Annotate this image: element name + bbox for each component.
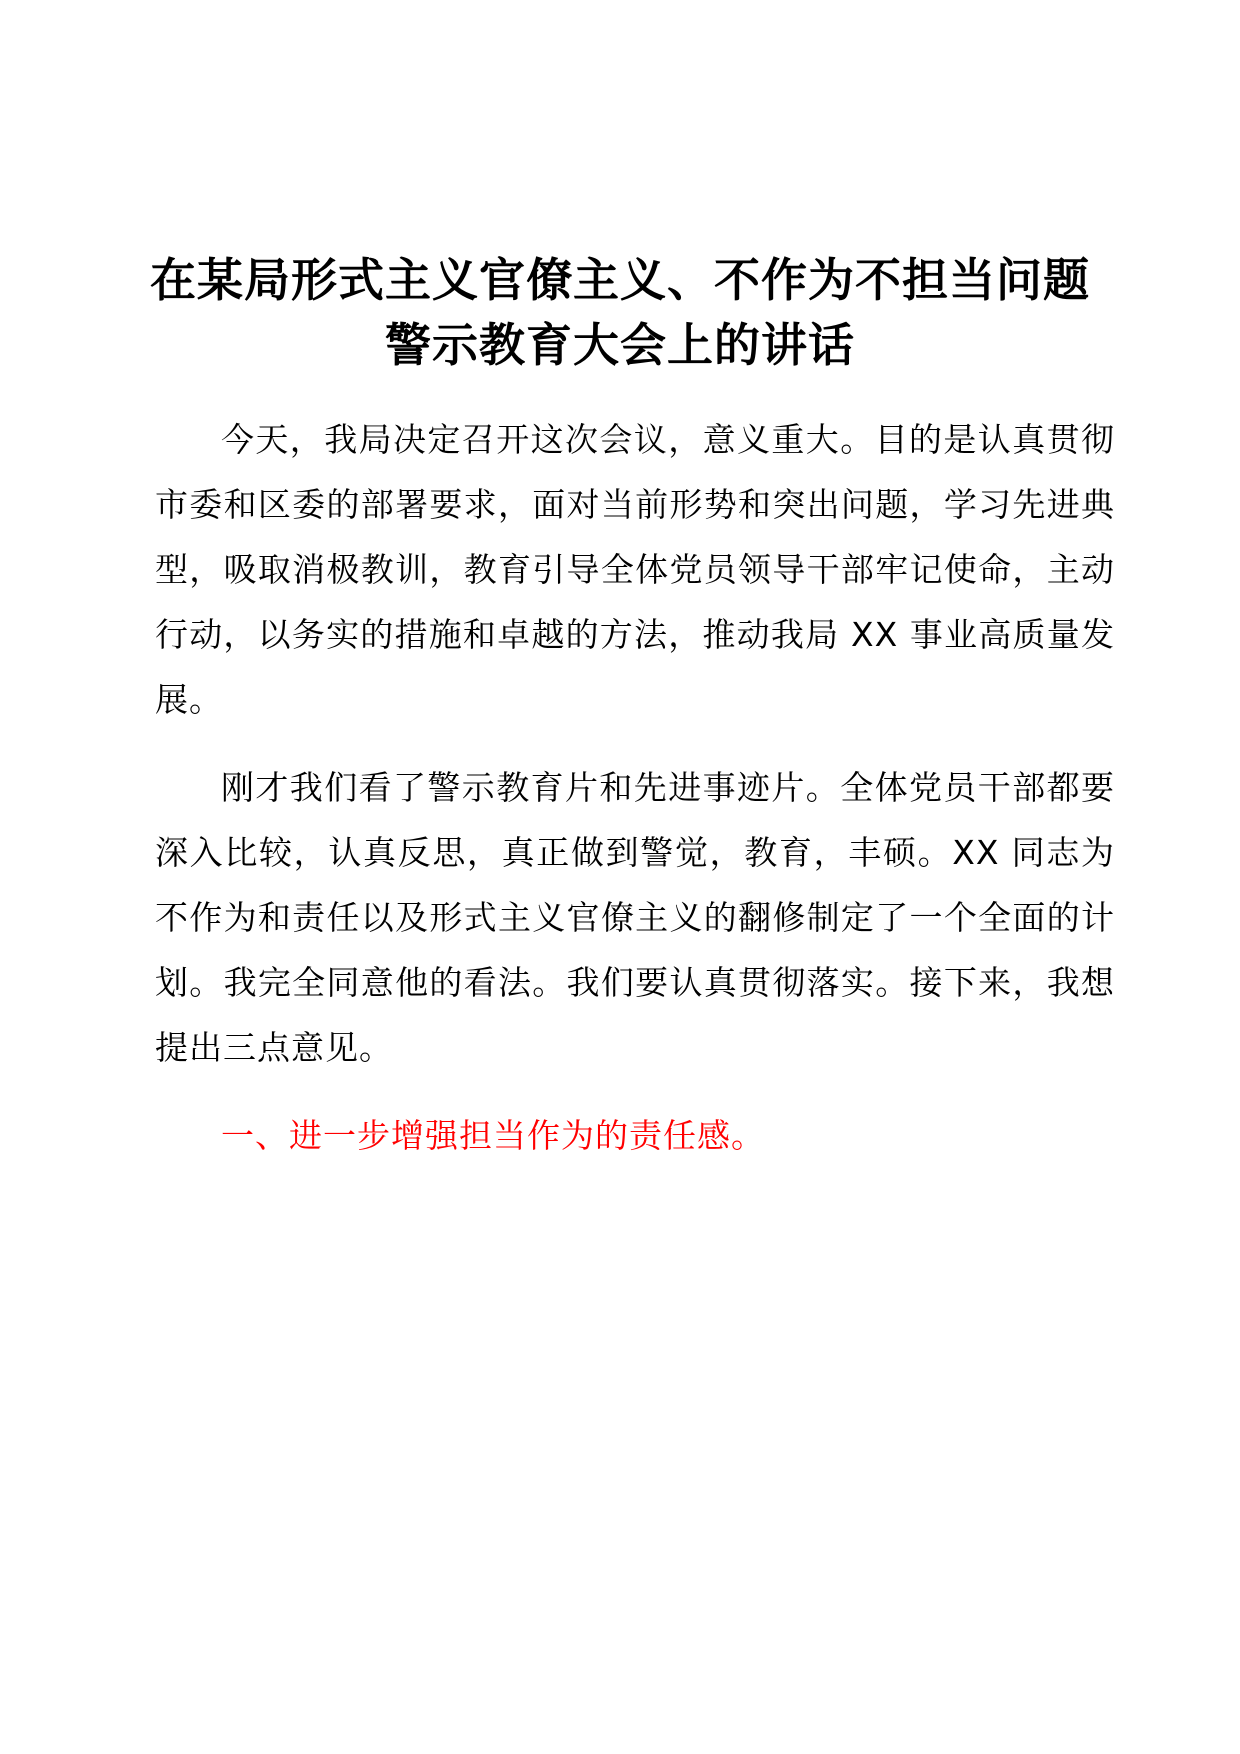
section-heading-1: 一、进一步增强担当作为的责任感。 — [221, 1116, 765, 1155]
body-paragraph-2: 刚才我们看了警示教育片和先进事迹片。全体党员干部都要深入比较，认真反思，真正做到警觉，教育，丰硕。XX 同志为不作为和责任以及形式主义官僚主义的翻修制定了一个全面的计划。我完全同意他的看法。我们要认真贯彻落实。接下来，我想提出三点意见。 — [155, 768, 1115, 1067]
body-paragraph-1: 今天，我局决定召开这次会议，意义重大。目的是认真贯彻市委和区委的部署要求，面对当前形势和突出问题，学习先进典型，吸取消极教训，教育引导全体党员领导干部牢记使命，主动行动，以务实的措施和卓越的方法，推动我局 XX 事业高质量发展。 — [155, 420, 1115, 719]
document-title-line-2: 警示教育大会上的讲话 — [385, 318, 855, 372]
document-title-line-1: 在某局形式主义官僚主义、不作为不担当问题 — [150, 253, 1090, 307]
